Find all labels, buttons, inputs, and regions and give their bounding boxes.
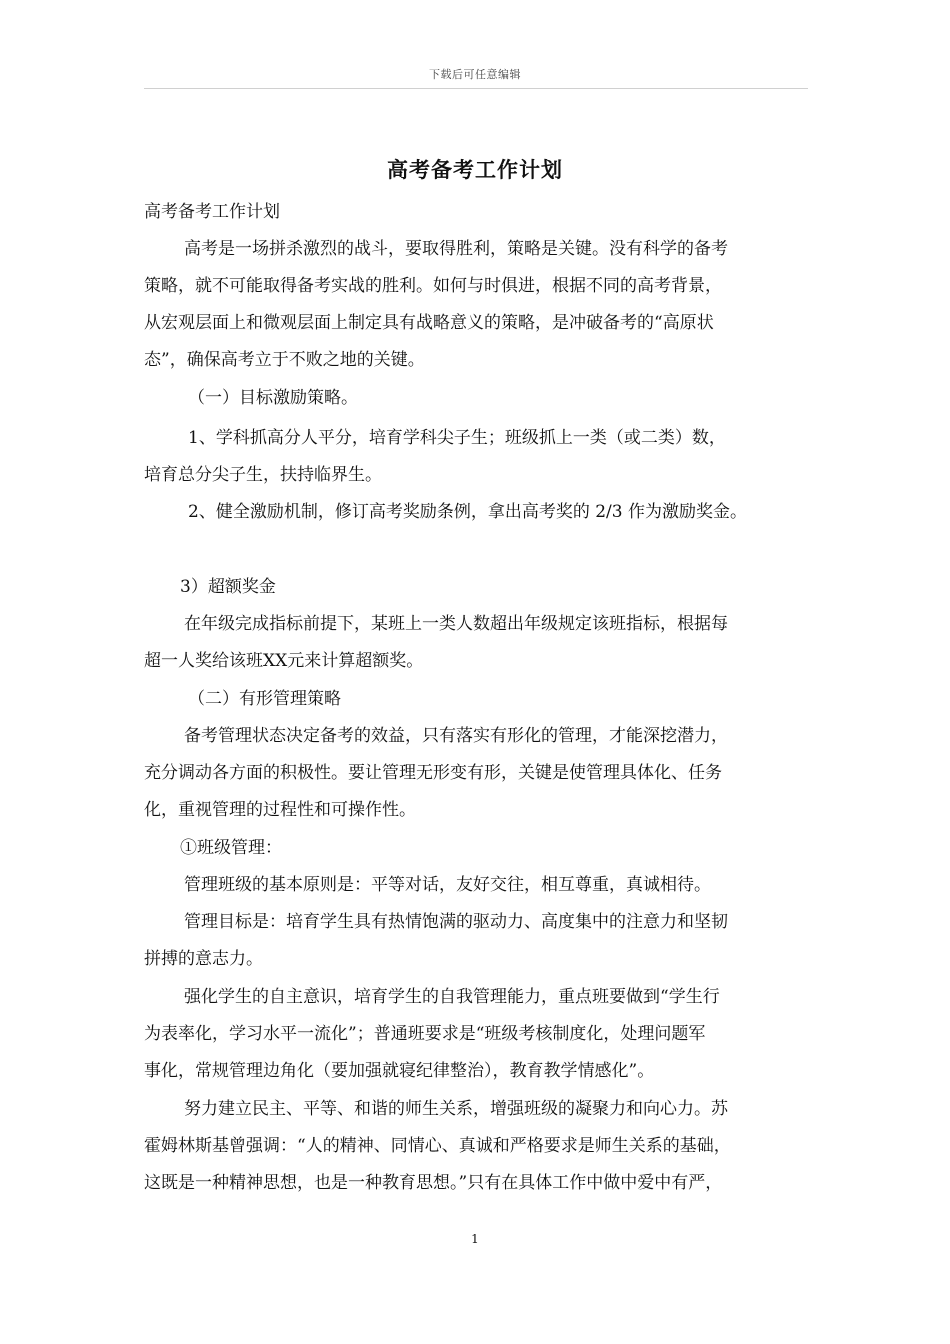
page-header: 下载后可任意编辑 bbox=[429, 68, 521, 81]
paragraph-line: 1、学科抓高分人平分，培育学科尖子生；班级抓上一类（或二类）数， bbox=[188, 428, 726, 448]
paragraph-line: 强化学生的自主意识，培育学生的自我管理能力，重点班要做到“学生行 bbox=[184, 987, 720, 1007]
paragraph-line: 霍姆林斯基曾强调：“人的精神、同情心、真诚和严格要求是师生关系的基础， bbox=[144, 1136, 731, 1156]
paragraph-line: 态”，确保高考立于不败之地的关键。 bbox=[144, 350, 425, 370]
paragraph-line: 努力建立民主、平等、和谐的师生关系，增强班级的凝聚力和向心力。苏 bbox=[184, 1099, 728, 1119]
page-number: 1 bbox=[471, 1232, 479, 1246]
paragraph-line: 培育总分尖子生，扶持临界生。 bbox=[144, 465, 382, 485]
section-heading: （一）目标激励策略。 bbox=[188, 388, 358, 408]
paragraph-line: 充分调动各方面的积极性。要让管理无形变有形，关键是使管理具体化、任务 bbox=[144, 763, 722, 783]
paragraph-line: 在年级完成指标前提下，某班上一类人数超出年级规定该班指标，根据每 bbox=[184, 614, 728, 634]
paragraph-line: 高考是一场拼杀激烈的战斗，要取得胜利，策略是关键。没有科学的备考 bbox=[184, 239, 728, 259]
paragraph-line: 拼搏的意志力。 bbox=[144, 949, 263, 969]
paragraph-line: 超一人奖给该班XX元来计算超额奖。 bbox=[144, 651, 424, 671]
paragraph-line: 化，重视管理的过程性和可操作性。 bbox=[144, 800, 416, 820]
paragraph-line: 管理班级的基本原则是：平等对话，友好交往，相互尊重，真诚相待。 bbox=[184, 875, 711, 895]
paragraph-line: 策略，就不可能取得备考实战的胜利。如何与时俱进，根据不同的高考背景， bbox=[144, 276, 722, 296]
header-rule bbox=[144, 88, 808, 89]
paragraph-line: 管理目标是：培育学生具有热情饱满的驱动力、高度集中的注意力和坚韧 bbox=[184, 912, 728, 932]
section-heading: ①班级管理： bbox=[180, 838, 282, 858]
section-heading: （二）有形管理策略 bbox=[188, 689, 341, 709]
paragraph-line: 备考管理状态决定备考的效益，只有落实有形化的管理，才能深挖潜力， bbox=[184, 726, 728, 746]
paragraph-line: 2、健全激励机制，修订高考奖励条例，拿出高考奖的 2/3 作为激励奖金。 bbox=[188, 502, 747, 522]
document-title: 高考备考工作计划 bbox=[387, 157, 563, 182]
paragraph-line: 事化，常规管理边角化（要加强就寝纪律整治），教育教学情感化”。 bbox=[144, 1061, 655, 1081]
section-heading: 3）超额奖金 bbox=[180, 577, 276, 597]
subtitle-line: 高考备考工作计划 bbox=[144, 202, 280, 222]
paragraph-line: 为表率化，学习水平一流化”；普通班要求是“班级考核制度化，处理问题军 bbox=[144, 1024, 706, 1044]
paragraph-line: 从宏观层面上和微观层面上制定具有战略意义的策略，是冲破备考的“高原状 bbox=[144, 313, 714, 333]
paragraph-line: 这既是一种精神思想，也是一种教育思想。”只有在具体工作中做中爱中有严， bbox=[144, 1173, 723, 1193]
